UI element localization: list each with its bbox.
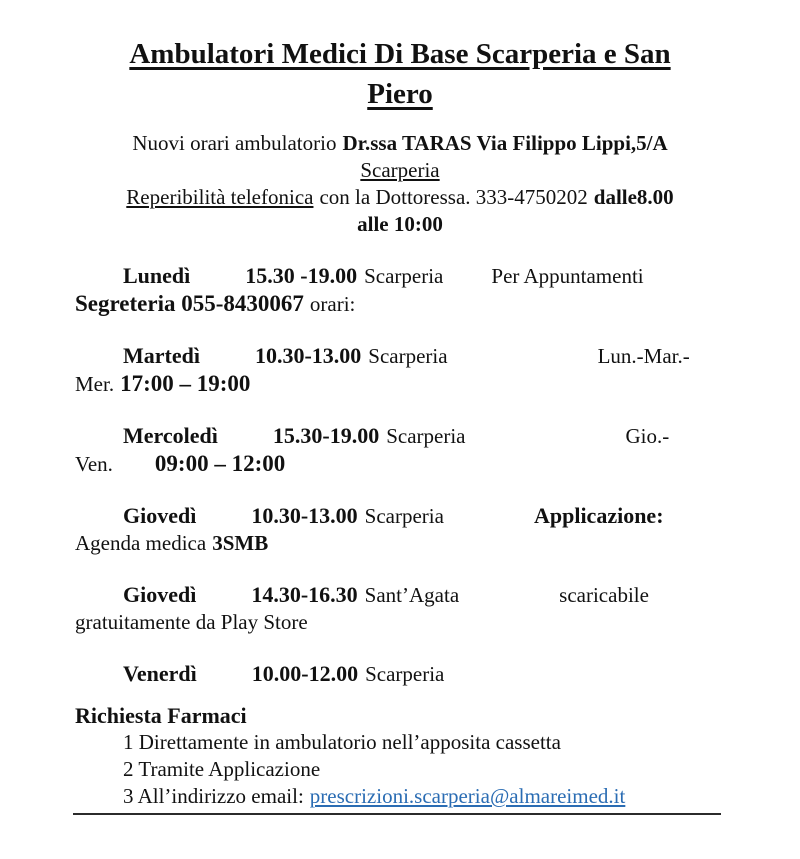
schedule-entry-lunedi (75, 262, 725, 318)
doctor-name-address: Dr.ssa TARAS Via Filippo Lippi,5/A (342, 131, 668, 155)
page-title (75, 34, 725, 114)
schedule-line (75, 581, 725, 609)
intro-town: Scarperia (360, 158, 440, 182)
schedule-entry-giovedi-2 (75, 581, 725, 636)
intro-line-2 (75, 157, 725, 184)
phone-availability-text: con la Dottoressa. 333-4750202 (319, 185, 588, 209)
intro-paragraph (75, 130, 725, 238)
schedule-note-cont: orari: (309, 292, 356, 316)
page-title-line2: Piero (367, 78, 433, 110)
schedule-day: Martedì (123, 343, 200, 368)
schedule-place: Scarperia (386, 424, 466, 448)
schedule-place: Scarperia (364, 264, 444, 288)
phone-availability-label: Reperibilità telefonica (126, 185, 314, 209)
schedule-note-cont: gratuitamente da Play Store (75, 610, 308, 634)
intro-line-4 (75, 211, 725, 238)
farmaci-item-2: 2 Tramite Applicazione (123, 757, 321, 781)
schedule-note: Gio.- (625, 424, 670, 448)
schedule-time: 15.30 -19.00 (245, 263, 358, 288)
schedule-entry-mercoledi (75, 422, 725, 478)
app-label: Applicazione: (533, 503, 664, 528)
schedule-continuation (75, 609, 725, 636)
schedule-line (75, 422, 725, 450)
app-description: Agenda medica (75, 531, 207, 555)
bottom-rule (73, 813, 721, 815)
schedule-day: Giovedì (123, 503, 197, 528)
schedule-line (75, 660, 725, 688)
schedule-place: Scarperia (364, 504, 444, 528)
schedule-continuation (75, 370, 725, 398)
schedule-continuation (75, 290, 725, 318)
schedule-time: 10.30-13.00 (254, 343, 362, 368)
schedule-place: Sant’Agata (364, 583, 460, 607)
schedule-day: Venerdì (123, 661, 197, 686)
secretary-hours: 17:00 – 19:00 (120, 371, 251, 396)
schedule-place: Scarperia (365, 662, 445, 686)
notice-document (75, 0, 725, 815)
schedule-continuation (75, 450, 725, 478)
schedule-entry-giovedi-1 (75, 502, 725, 557)
phone-hours-start: dalle8.00 (593, 185, 674, 209)
farmaci-heading: Richiesta Farmaci (75, 703, 247, 728)
schedule-line (75, 262, 725, 290)
farmaci-item-1: 1 Direttamente in ambulatorio nell’apposita cassetta (123, 730, 561, 754)
schedule-note-cont: Ven. (75, 452, 113, 476)
schedule-time: 10.30-13.00 (251, 503, 358, 528)
schedule-entry-venerdi (75, 660, 725, 688)
farmaci-list (75, 729, 725, 810)
schedule-note: Lun.-Mar.- (597, 344, 690, 368)
intro-line-1 (75, 130, 725, 157)
phone-hours-end: alle 10:00 (357, 212, 443, 236)
schedule-time: 14.30-16.30 (251, 582, 358, 607)
farmaci-item-3 (123, 783, 725, 810)
schedule-day: Giovedì (123, 582, 197, 607)
schedule-continuation (75, 530, 725, 557)
schedule-place: Scarperia (368, 344, 448, 368)
page-title-line1: Ambulatori Medici Di Base Scarperia e San (129, 38, 671, 70)
schedule-day: Lunedì (123, 263, 191, 288)
schedule-line (75, 342, 725, 370)
schedule-note-cont: Mer. (75, 372, 115, 396)
intro-line-3 (75, 184, 725, 211)
schedule-time: 10.00-12.00 (251, 661, 359, 686)
schedule-time: 15.30-19.00 (272, 423, 380, 448)
intro-line1-normal: Nuovi orari ambulatorio (132, 131, 337, 155)
schedule-note: Per Appuntamenti (491, 264, 644, 288)
secretary-hours: 09:00 – 12:00 (154, 451, 286, 476)
email-link[interactable]: prescrizioni.scarperia@almareimed.it (309, 784, 626, 808)
schedule-day: Mercoledì (123, 423, 218, 448)
schedule-entry-martedi (75, 342, 725, 398)
app-name: 3SMB (212, 531, 269, 555)
schedule-line (75, 502, 725, 530)
secretary-phone: Segreteria 055-8430067 (75, 291, 304, 316)
schedule-note: scaricabile (559, 583, 649, 607)
farmaci-item-3-label: 3 All’indirizzo email: (123, 784, 304, 808)
